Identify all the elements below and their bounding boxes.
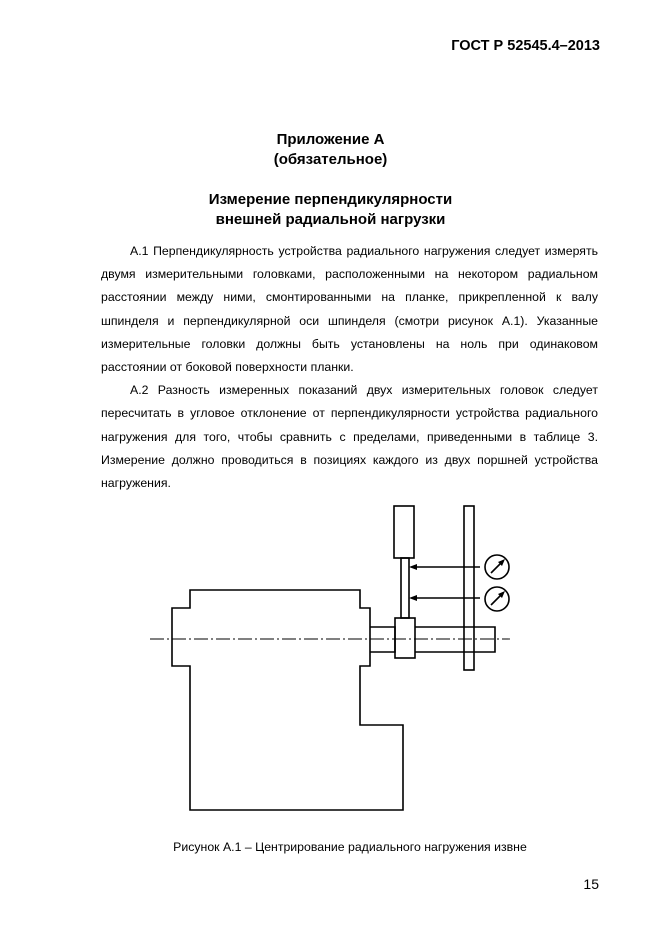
paragraph-a2: А.2 Разность измеренных показаний двух измерительных головок следует пересчитать в угловое отклонение от перпендикулярности устройства радиального нагружения для того, чтобы сравнить с пределами, приведенными в таблице 3. Измерение должно проводиться в позициях каждого из двух поршней устройства нагружения. <box>101 383 598 491</box>
paragraph-a1: А.1 Перпендикулярность устройства радиального нагружения следует измерять двумя измерительными головками, расположенными на некотором радиальном расстоянии между ними, смонтированными на планке, прикрепленной к валу шпинделя и перпендикулярной оси шпинделя (смотри рисунок А.1). Указанные измерительные головки должны быть установлены на ноль при одинаковом расстоянии от боковой поверхности планки. <box>101 244 598 375</box>
section-title-line1: Измерение перпендикулярности <box>208 191 453 208</box>
spindle-shaft <box>370 627 395 652</box>
spindle-housing <box>172 590 403 810</box>
page-number: 15 <box>583 876 599 892</box>
appendix-title: Приложение А <box>276 131 385 148</box>
loading-plate <box>464 506 474 670</box>
measuring-bar <box>401 558 409 618</box>
figure-caption: Рисунок А.1 – Центрирование радиального нагружения извне <box>173 840 527 854</box>
spindle-alignment-drawing <box>140 500 520 820</box>
figure-a1 <box>140 500 520 820</box>
appendix-status: (обязательное) <box>273 151 388 168</box>
clamp-hub <box>395 618 415 658</box>
standard-code-header: ГОСТ Р 52545.4–2013 <box>451 38 600 54</box>
section-title-line2: внешней радиальной нагрузки <box>215 211 446 228</box>
appendix-heading <box>0 130 661 170</box>
shaft-extension <box>415 627 495 652</box>
body-text <box>101 240 598 495</box>
bar-holder <box>394 506 414 558</box>
section-heading <box>0 190 661 230</box>
